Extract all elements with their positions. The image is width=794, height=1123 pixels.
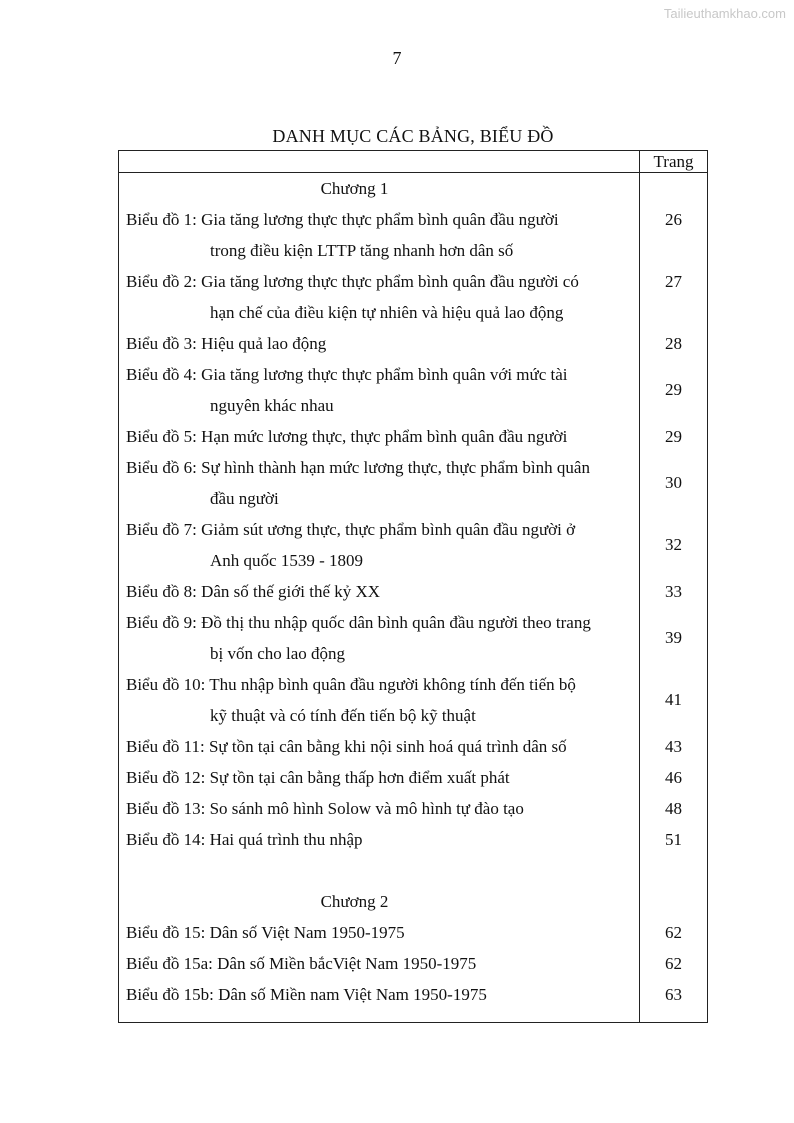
entry-text (119, 266, 640, 328)
entry-page-number: 29 (665, 427, 682, 446)
entry-title: Biểu đồ 8: Dân số thế giới thế kỷ XX (126, 582, 381, 601)
chapter-page-cell (640, 886, 707, 917)
entry-title: Biểu đồ 1: Gia tăng lương thực thực phẩm bình quân đầu người (126, 210, 559, 229)
list-item (119, 421, 707, 452)
list-item (119, 359, 707, 421)
entry-text (119, 452, 640, 514)
table-header-row (119, 151, 707, 173)
list-item (119, 204, 707, 266)
entry-title: Biểu đồ 11: Sự tồn tại cân bằng khi nội sinh hoá quá trình dân số (126, 737, 567, 756)
entry-title-continuation: trong điều kiện LTTP tăng nhanh hơn dân số (210, 241, 514, 260)
entry-page-number: 43 (665, 737, 682, 756)
list-item (119, 328, 707, 359)
entry-text (119, 204, 640, 266)
entry-title-continuation: Anh quốc 1539 - 1809 (210, 551, 363, 570)
header-blank-cell (119, 151, 640, 172)
entry-text (119, 669, 640, 731)
entry-title: Biểu đồ 14: Hai quá trình thu nhập (126, 830, 363, 849)
list-item (119, 266, 707, 328)
entry-page-number: 33 (665, 582, 682, 601)
entry-text (119, 824, 640, 855)
entry-text (119, 793, 640, 824)
list-item (119, 917, 707, 948)
list-item (119, 824, 707, 855)
entry-page-number: 62 (665, 954, 682, 973)
list-item (119, 948, 707, 979)
entry-page-number: 29 (665, 380, 682, 399)
entry-text (119, 917, 640, 948)
list-item (119, 452, 707, 514)
entry-page-number: 51 (665, 830, 682, 849)
entry-text (119, 607, 640, 669)
column-divider (639, 173, 640, 1022)
page-title: DANH MỤC CÁC BẢNG, BIỂU ĐỒ (272, 126, 554, 146)
list-item (119, 607, 707, 669)
entry-title-continuation: kỹ thuật và có tính đến tiến bộ kỹ thuật (210, 706, 476, 725)
chapter-heading: Chương 2 (320, 892, 389, 911)
entry-page-number: 48 (665, 799, 682, 818)
entry-page-number: 28 (665, 334, 682, 353)
entry-page-number: 27 (665, 272, 682, 291)
entry-title-continuation: bị vốn cho lao động (210, 644, 346, 663)
list-item (119, 669, 707, 731)
entry-text (119, 979, 640, 1010)
entry-page-number: 26 (665, 210, 682, 229)
entry-title: Biểu đồ 5: Hạn mức lương thực, thực phẩm bình quân đầu người (126, 427, 568, 446)
watermark: Tailieuthamkhao.com (663, 6, 786, 21)
list-item (119, 576, 707, 607)
entry-text (119, 762, 640, 793)
chapter-heading: Chương 1 (320, 179, 389, 198)
entry-page-number: 32 (665, 535, 682, 554)
list-item (119, 793, 707, 824)
entry-title: Biểu đồ 6: Sự hình thành hạn mức lương thực, thực phẩm bình quân (126, 458, 590, 477)
chapter-page-cell (640, 173, 707, 204)
chapter-heading-row (119, 886, 707, 917)
entry-text (119, 328, 640, 359)
entry-page-number: 30 (665, 473, 682, 492)
entry-page-number: 39 (665, 628, 682, 647)
entry-title: Biểu đồ 4: Gia tăng lương thực thực phẩm bình quân với mức tài (126, 365, 568, 384)
chapter-spacer (119, 855, 707, 886)
entry-title: Biểu đồ 3: Hiệu quả lao động (126, 334, 327, 353)
entry-page-number: 62 (665, 923, 682, 942)
entry-text (119, 514, 640, 576)
toc-table (118, 150, 708, 1023)
entry-title: Biểu đồ 7: Giảm sút ương thực, thực phẩm bình quân đầu người ở (126, 520, 576, 539)
list-item (119, 514, 707, 576)
page-number: 7 (392, 48, 402, 68)
entry-text (119, 359, 640, 421)
entry-title-continuation: nguyên khác nhau (210, 396, 334, 415)
list-item (119, 979, 707, 1010)
entry-title: Biểu đồ 9: Đồ thị thu nhập quốc dân bình quân đầu người theo trang (126, 613, 591, 632)
entry-title: Biểu đồ 12: Sự tồn tại cân bằng thấp hơn điểm xuất phát (126, 768, 510, 787)
toc-body (119, 173, 707, 1022)
list-item (119, 762, 707, 793)
chapter-heading-row (119, 173, 707, 204)
entry-text (119, 576, 640, 607)
entry-title: Biểu đồ 15: Dân số Việt Nam 1950-1975 (126, 923, 405, 942)
page-column-header: Trang (653, 152, 694, 171)
entry-title: Biểu đồ 2: Gia tăng lương thực thực phẩm bình quân đầu người có (126, 272, 579, 291)
entry-page-number: 41 (665, 690, 682, 709)
entry-title: Biểu đồ 10: Thu nhập bình quân đầu người không tính đến tiến bộ (126, 675, 576, 694)
entry-title: Biểu đồ 13: So sánh mô hình Solow và mô hình tự đào tạo (126, 799, 524, 818)
entry-title-continuation: đầu người (210, 489, 279, 508)
entry-text (119, 731, 640, 762)
entry-text (119, 421, 640, 452)
entry-page-number: 46 (665, 768, 682, 787)
list-item (119, 731, 707, 762)
entry-title: Biểu đồ 15b: Dân số Miền nam Việt Nam 1950-1975 (126, 985, 487, 1004)
entry-title-continuation: hạn chế của điều kiện tự nhiên và hiệu quả lao động (210, 303, 564, 322)
entry-text (119, 948, 640, 979)
entry-title: Biểu đồ 15a: Dân số Miền bắcViệt Nam 1950-1975 (126, 954, 477, 973)
entry-page-number: 63 (665, 985, 682, 1004)
table-bottom-padding (119, 1010, 707, 1022)
